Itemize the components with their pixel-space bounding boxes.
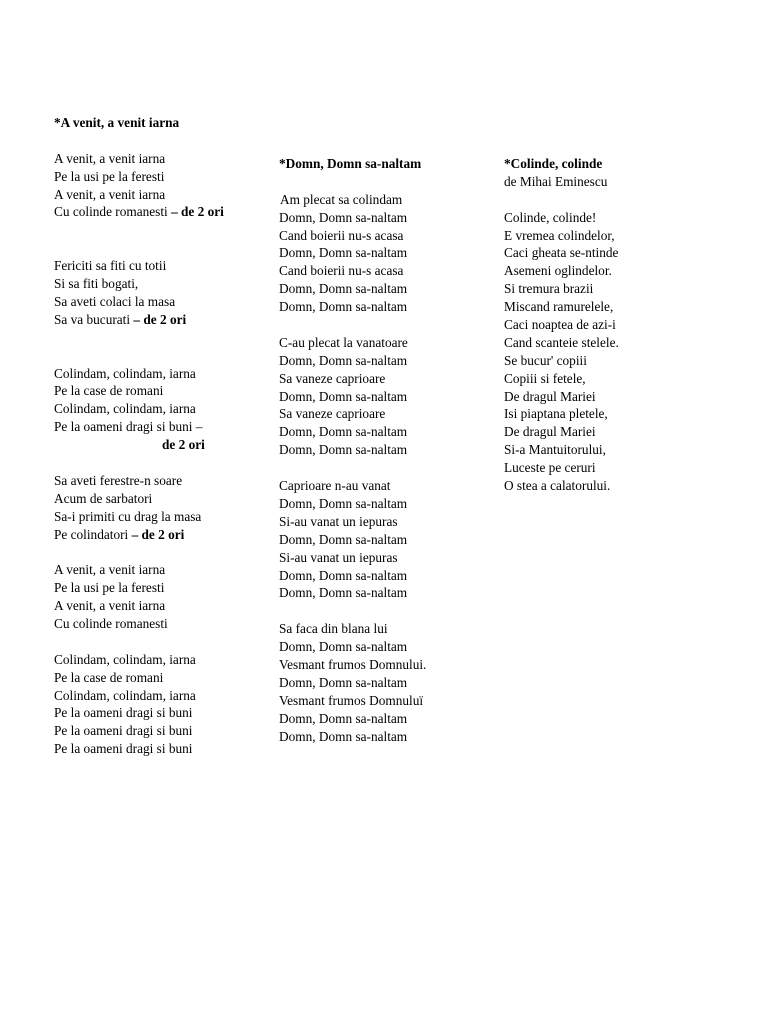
verse-line: A venit, a venit iarna: [54, 598, 166, 614]
verse-line: Acum de sarbatori: [54, 490, 153, 506]
verse-line: Pe la usi pe la feresti: [54, 168, 165, 184]
verse-line: Sa vaneze caprioare: [279, 370, 386, 386]
stanza: [279, 477, 426, 602]
verse-line: Pe la oameni dragi si buni: [54, 705, 193, 721]
poem-title: *Colinde, colinde: [504, 156, 603, 171]
verse-line: Domn, Domn sa-naltam: [279, 585, 408, 601]
verse-line: Sa aveti ferestre-n soare: [54, 472, 183, 488]
verse-line: A venit, a venit iarna: [54, 186, 166, 202]
verse-line: Se bucur' copiii: [504, 352, 587, 368]
refrain-note: – de 2 ori: [133, 311, 187, 327]
stanza: [279, 620, 426, 745]
verse-line: Pe la case de romani: [54, 383, 164, 399]
verse-line: Caci noaptea de azi-i: [504, 317, 616, 333]
verse-line: Domn, Domn sa-naltam: [279, 209, 408, 225]
verse-line: Isi piaptana pletele,: [504, 406, 608, 422]
verse-line: Sa-i primiti cu drag la masa: [54, 508, 202, 524]
stanza: [279, 209, 426, 316]
verse-line: Caci gheata se-ntinde: [504, 245, 619, 261]
verse-line: Pe la case de romani: [54, 669, 164, 685]
verse-line: Miscand ramurelele,: [504, 299, 614, 315]
verse-line: Caprioare n-au vanat: [279, 478, 391, 494]
verse-line: Vesmant frumos Domnului.: [279, 656, 427, 672]
verse-line: Colindam, colindam, iarna: [54, 365, 196, 381]
verse-line: Vesmant frumos Domnuluï: [279, 692, 424, 708]
verse-line: Sa vaneze caprioare: [279, 406, 386, 422]
verse-line: Cu colinde romanesti: [54, 615, 168, 631]
verse-line: Si-au vanat un iepuras: [279, 549, 398, 565]
stanza: [54, 651, 224, 758]
verse-line: Cand boierii nu-s acasa: [279, 263, 404, 279]
stanza: [54, 365, 224, 454]
verse-line: Domn, Domn sa-naltam: [279, 531, 408, 547]
verse-line: C-au plecat la vanatoare: [279, 334, 408, 350]
verse-line: Si-au vanat un iepuras: [279, 513, 398, 529]
poem-title: *Domn, Domn sa-naltam: [279, 156, 422, 171]
verse-line: Domn, Domn sa-naltam: [279, 388, 408, 404]
verse-line: Copiii si fetele,: [504, 370, 586, 386]
verse-line: De dragul Mariei: [504, 388, 596, 404]
verse-line: Pe la usi pe la feresti: [54, 580, 165, 596]
stanza: [54, 150, 224, 222]
verse-line: Domn, Domn sa-naltam: [279, 245, 408, 261]
verse-line: Colindam, colindam, iarna: [54, 651, 196, 667]
refrain-note: de 2 ori: [162, 437, 205, 453]
verse-line: Cand scanteie stelele.: [504, 334, 619, 350]
verse-line: Domn, Domn sa-naltam: [279, 495, 408, 511]
verse-line: Domn, Domn sa-naltam: [279, 299, 408, 315]
verse-line: Pe la oameni dragi si buni: [54, 723, 193, 739]
verse-line: De dragul Mariei: [504, 424, 596, 440]
verse-line: Si-a Mantuitorului,: [504, 442, 606, 458]
verse-line: Domn, Domn sa-naltam: [279, 281, 408, 297]
verse-line: Pe la oameni dragi si buni: [54, 741, 193, 757]
verse-line: Pe colindatori – de 2 ori: [54, 526, 185, 542]
verse-line: Domn, Domn sa-naltam: [279, 424, 408, 440]
verse-line: Sa va bucurati – de 2 ori: [54, 311, 187, 327]
verse-line: Domn, Domn sa-naltam: [279, 442, 408, 458]
stanza: [279, 334, 426, 459]
verse-line: Domn, Domn sa-naltam: [279, 567, 408, 583]
verse-line: Si tremura brazii: [504, 281, 594, 297]
verse-line: Domn, Domn sa-naltam: [279, 710, 408, 726]
verse-line: Domn, Domn sa-naltam: [279, 352, 408, 368]
verse-line: Cand boierii nu-s acasa: [279, 227, 404, 243]
verse-line: Colindam, colindam, iarna: [54, 401, 196, 417]
verse-line: Colinde, colinde!: [504, 209, 597, 225]
stanza: [504, 209, 619, 495]
verse-line: Domn, Domn sa-naltam: [279, 639, 408, 655]
poem-author: de Mihai Eminescu: [504, 173, 608, 189]
verse-line: Sa faca din blana lui: [279, 621, 388, 637]
stanza: [54, 472, 224, 544]
stanza: [54, 257, 224, 329]
verse-line: Cu colinde romanesti – de 2 ori: [54, 204, 224, 220]
verse-line: Pe la oameni dragi si buni –: [54, 419, 203, 435]
verse-line: O stea a calatorului.: [504, 478, 611, 494]
verse-line: Fericiti sa fiti cu totii: [54, 258, 167, 274]
poem-column-1: [54, 114, 224, 758]
verse-line: Colindam, colindam, iarna: [54, 687, 196, 703]
verse-line: Luceste pe ceruri: [504, 460, 596, 476]
verse-line: Asemeni oglindelor.: [504, 263, 612, 279]
poem-column-3: [504, 155, 619, 495]
verse-line: Sa aveti colaci la masa: [54, 293, 176, 309]
verse-line: A venit, a venit iarna: [54, 150, 166, 166]
verse-line: Domn, Domn sa-naltam: [279, 728, 408, 744]
refrain-note: – de 2 ori: [131, 526, 185, 542]
poem-column-2: [279, 155, 426, 745]
verse-line: E vremea colindelor,: [504, 227, 615, 243]
refrain-note: – de 2 ori: [171, 204, 224, 220]
stanza: [54, 561, 224, 633]
verse-line: Am plecat sa colindam: [280, 191, 403, 207]
verse-line: Si sa fiti bogati,: [54, 276, 139, 292]
verse-line: Domn, Domn sa-naltam: [279, 674, 408, 690]
verse-line: A venit, a venit iarna: [54, 562, 166, 578]
poem-title: *A venit, a venit iarna: [54, 115, 180, 130]
